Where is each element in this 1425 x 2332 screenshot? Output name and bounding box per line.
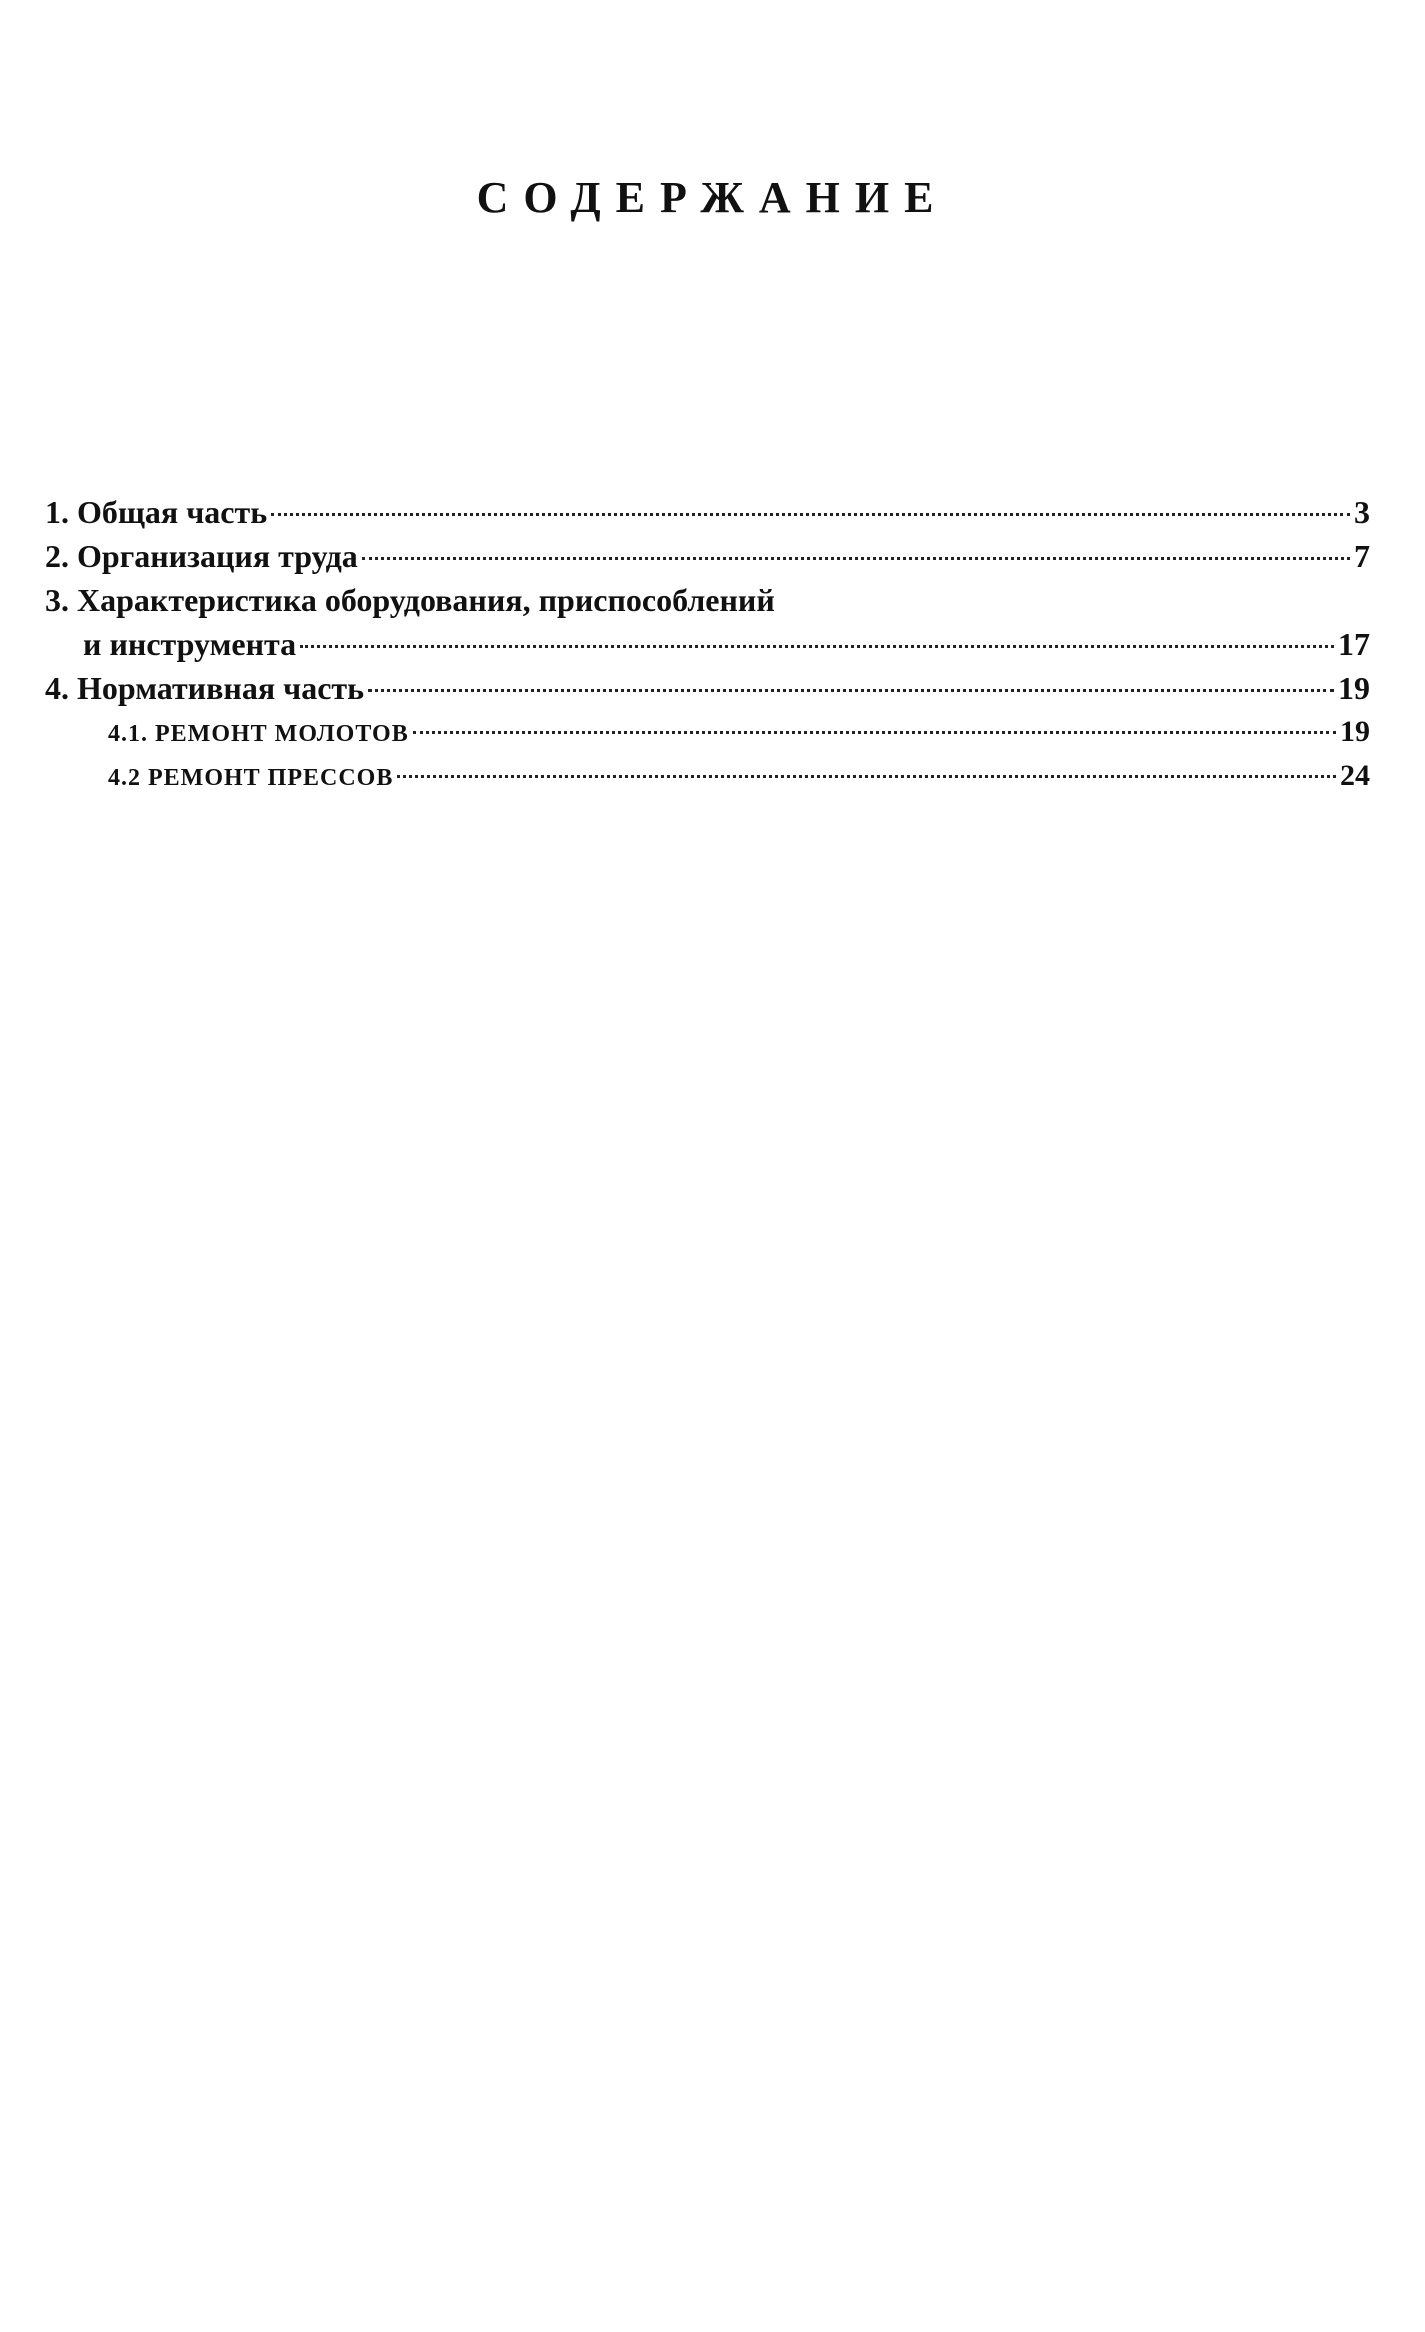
toc-entry-3-line-2[interactable] [45, 622, 1370, 666]
dot-leader [362, 557, 1350, 560]
toc-entry-label: 4.1. РЕМОНТ МОЛОТОВ [108, 721, 409, 747]
table-of-contents [45, 490, 1370, 798]
dot-leader [413, 731, 1336, 734]
page-title: СОДЕРЖАНИЕ [476, 173, 949, 222]
toc-entry-page: 24 [1340, 759, 1370, 792]
toc-entry-page: 19 [1340, 715, 1370, 748]
toc-entry-label: 4. Нормативная часть [45, 670, 365, 706]
dot-leader [397, 775, 1336, 778]
toc-entry-2[interactable] [45, 534, 1370, 578]
toc-entry-label: и инструмента [83, 626, 297, 662]
dot-leader [300, 645, 1334, 648]
toc-entry-1[interactable] [45, 490, 1370, 534]
toc-entry-label: 1. Общая часть [45, 494, 268, 530]
toc-entry-4[interactable] [45, 666, 1370, 710]
toc-entry-3-line-1[interactable] [45, 578, 1370, 622]
dot-leader [368, 689, 1334, 692]
toc-entry-page: 7 [1354, 538, 1370, 574]
toc-entry-label: 4.2 РЕМОНТ ПРЕССОВ [108, 765, 394, 791]
dot-leader [271, 513, 1350, 516]
toc-entry-page: 19 [1338, 670, 1370, 706]
toc-entry-label: 2. Организация труда [45, 538, 358, 574]
toc-entry-label: 3. Характеристика оборудования, приспособлений [45, 582, 775, 618]
toc-entry-4-2[interactable] [45, 754, 1370, 798]
toc-entry-page: 3 [1354, 494, 1370, 530]
toc-entry-page: 17 [1338, 626, 1370, 662]
toc-entry-4-1[interactable] [45, 710, 1370, 754]
